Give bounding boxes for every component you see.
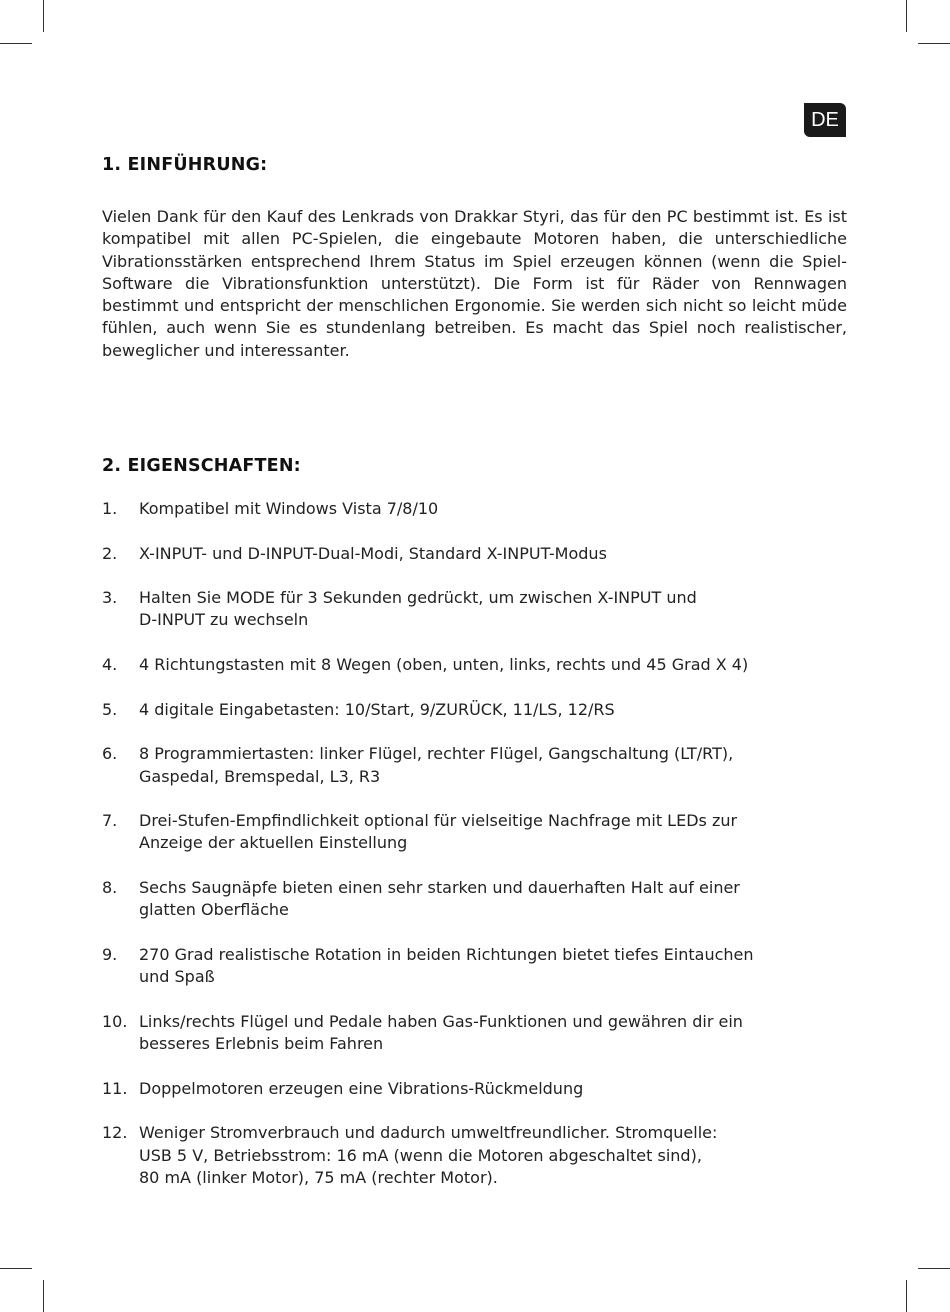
features-list [102,498,850,1212]
crop-mark [43,1280,44,1312]
crop-mark [0,1268,32,1269]
list-item-number: 8. [102,878,118,898]
list-item-line: und Spaß [139,967,215,987]
list-item-line: USB 5 V, Betriebsstrom: 16 mA (wenn die Motoren abgeschaltet sind), [139,1145,702,1165]
list-item-number: 4. [102,655,118,675]
list-item-number: 9. [102,944,118,964]
crop-mark [918,1268,950,1269]
list-item-line: glatten Oberfläche [139,900,289,920]
list-item-line: X-INPUT- und D-INPUT-Dual-Modi, Standard X-INPUT-Modus [139,543,607,563]
list-item-number: 12. [102,1123,128,1143]
list-item-line: D-INPUT zu wechseln [139,610,309,630]
list-item-text [139,498,850,520]
list-item-text [139,810,850,855]
list-item-line: Anzeige der aktuellen Einstellung [139,833,408,853]
crop-mark [906,1280,907,1312]
list-item-line: Sechs Saugnäpfe bieten einen sehr starken und dauerhaften Halt auf einer [139,878,740,898]
list-item-number: 5. [102,699,118,719]
list-item-line: besseres Erlebnis beim Fahren [139,1034,384,1054]
list-item [102,543,850,565]
intro-paragraph: Vielen Dank für den Kauf des Lenkrads von Drakkar Styri, das für den PC bestimmt ist. Es ist kompatibel mit allen PC-Spielen, die eingebaute Motoren haben, die unterschiedliche Vibrationsstärken entsprechend Ihrem Status im Spiel erzeugen können (wenn die Spiel-Software die Vibrationsfunktion unterstützt). Die Form ist für Räder von Rennwagen bestimmt und entspricht der menschlichen Ergonomie. Sie werden sich nicht so leicht müde fühlen, auch wenn Sie es stundenlang betreiben. Es macht das Spiel noch realistischer, beweglicher und interessanter. [102,207,847,360]
list-item-text [139,699,850,721]
list-item-text [139,1078,850,1100]
list-item [102,498,850,520]
list-item-number: 6. [102,744,118,764]
crop-mark [918,43,950,44]
list-item-text [139,877,850,922]
list-item-line: 4 digitale Eingabetasten: 10/Start, 9/ZURÜCK, 11/LS, 12/RS [139,699,615,719]
list-item-line: Links/rechts Flügel und Pedale haben Gas-Funktionen und gewähren dir ein [139,1011,743,1031]
crop-mark [0,43,32,44]
list-item-line: Drei-Stufen-Empfindlichkeit optional für vielseitige Nachfrage mit LEDs zur [139,811,738,831]
list-item-text [139,944,850,989]
list-item [102,654,850,676]
list-item [102,944,850,989]
crop-mark [906,0,907,32]
list-item [102,1011,850,1056]
list-item-number: 10. [102,1011,128,1031]
list-item-number: 2. [102,543,118,563]
list-item-line: 8 Programmiertasten: linker Flügel, rechter Flügel, Gangschaltung (LT/RT), [139,744,734,764]
list-item-number: 1. [102,499,118,518]
list-item [102,743,850,788]
list-item [102,810,850,855]
list-item [102,699,850,721]
list-item-line: Kompatibel mit Windows Vista 7/8/10 [139,499,439,518]
list-item-line: Halten Sie MODE für 3 Sekunden gedrückt, um zwischen X-INPUT und [139,588,697,608]
list-item-text [139,743,850,788]
list-item [102,877,850,922]
list-item-text [139,543,850,565]
list-item-line: Gaspedal, Bremspedal, L3, R3 [139,766,381,786]
section-heading-introduction: 1. EINFÜHRUNG: [102,155,268,175]
crop-mark [43,0,44,32]
list-item-text [139,1011,850,1056]
list-item [102,1122,850,1189]
list-item [102,1078,850,1100]
language-badge: DE [804,103,846,137]
list-item-number: 7. [102,811,118,831]
list-item-line: 80 mA (linker Motor), 75 mA (rechter Motor). [139,1167,498,1187]
list-item-line: Weniger Stromverbrauch und dadurch umweltfreundlicher. Stromquelle: [139,1123,718,1143]
list-item-line: Doppelmotoren erzeugen eine Vibrations-Rückmeldung [139,1078,584,1098]
list-item [102,587,850,632]
list-item-number: 3. [102,588,118,608]
list-item-line: 270 Grad realistische Rotation in beiden Richtungen bietet tiefes Eintauchen [139,944,754,964]
section-heading-features: 2. EIGENSCHAFTEN: [102,456,301,476]
list-item-text [139,654,850,676]
list-item-text [139,587,850,632]
list-item-number: 11. [102,1078,128,1098]
list-item-line: 4 Richtungstasten mit 8 Wegen (oben, unten, links, rechts und 45 Grad X 4) [139,655,749,675]
list-item-text [139,1122,850,1189]
